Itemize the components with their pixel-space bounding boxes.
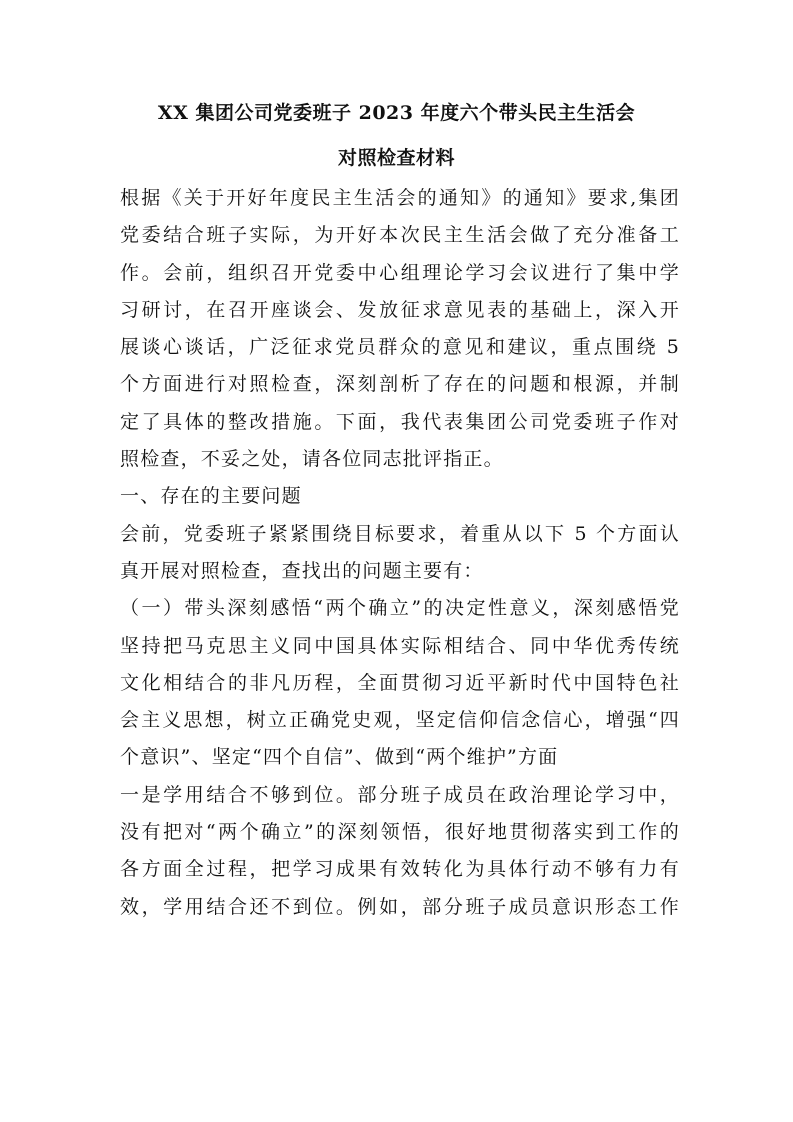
text-line: 会主义思想，树立正确党史观，坚定信仰信念信心，增强“四 bbox=[120, 709, 680, 732]
text-line: 效，学用结合还不到位。例如，部分班子成员意识形态工作 bbox=[120, 895, 680, 918]
text-line: 展谈心谈话，广泛征求党员群众的意见和建议，重点围绕 5 bbox=[120, 336, 680, 359]
section-heading-1 bbox=[120, 478, 680, 515]
text-line: 没有把对“两个确立”的深刻领悟，很好地贯彻落实到工作的 bbox=[120, 821, 680, 844]
text-line: 坚持把马克思主义同中国具体实际相结合、同中华优秀传统 bbox=[120, 634, 680, 657]
text-line: 会前，党委班子紧紧围绕目标要求，着重从以下 5 个方面认 bbox=[120, 522, 680, 545]
text-line: （一）带头深刻感悟“两个确立”的决定性意义，深刻感悟党 bbox=[120, 597, 680, 620]
text-line: 文化相结合的非凡历程，全面贯彻习近平新时代中国特色社 bbox=[120, 671, 680, 694]
text-line: 各方面全过程，把学习成果有效转化为具体行动不够有力有 bbox=[120, 858, 680, 881]
text-line: 定了具体的整改措施。下面，我代表集团公司党委班子作对 bbox=[120, 410, 680, 433]
text-line: 真开展对照检查，查找出的问题主要有： bbox=[120, 559, 484, 582]
text-line: 一是学用结合不够到位。部分班子成员在政治理论学习中， bbox=[120, 783, 680, 806]
text-line: 一、存在的主要问题 bbox=[120, 485, 302, 508]
text-line: 个意识”、坚定“四个自信”、做到“两个维护”方面 bbox=[120, 746, 559, 769]
text-line: 作。会前，组织召开党委中心组理论学习会议进行了集中学 bbox=[120, 261, 680, 284]
text-line: 照检查，不妥之处，请各位同志批评指正。 bbox=[120, 448, 504, 471]
document-title-line-1: XX 集团公司党委班子 2023 年度六个带头民主生活会 bbox=[157, 102, 636, 124]
section-intro-paragraph bbox=[120, 516, 680, 591]
text-line: 习研讨，在召开座谈会、发放征求意见表的基础上，深入开 bbox=[120, 298, 680, 321]
text-line: 个方面进行对照检查，深刻剖析了存在的问题和根源，并制 bbox=[120, 373, 680, 396]
document-title-line-2: 对照检查材料 bbox=[337, 147, 455, 169]
intro-paragraph bbox=[120, 180, 680, 478]
text-line: 根据《关于开好年度民主生活会的通知》的通知》要求,集团 bbox=[120, 187, 680, 209]
document-body bbox=[120, 180, 680, 926]
text-line: 党委结合班子实际，为开好本次民主生活会做了充分准备工 bbox=[120, 224, 680, 247]
problem-paragraph-1 bbox=[120, 777, 680, 926]
subsection-heading-1 bbox=[120, 590, 680, 776]
